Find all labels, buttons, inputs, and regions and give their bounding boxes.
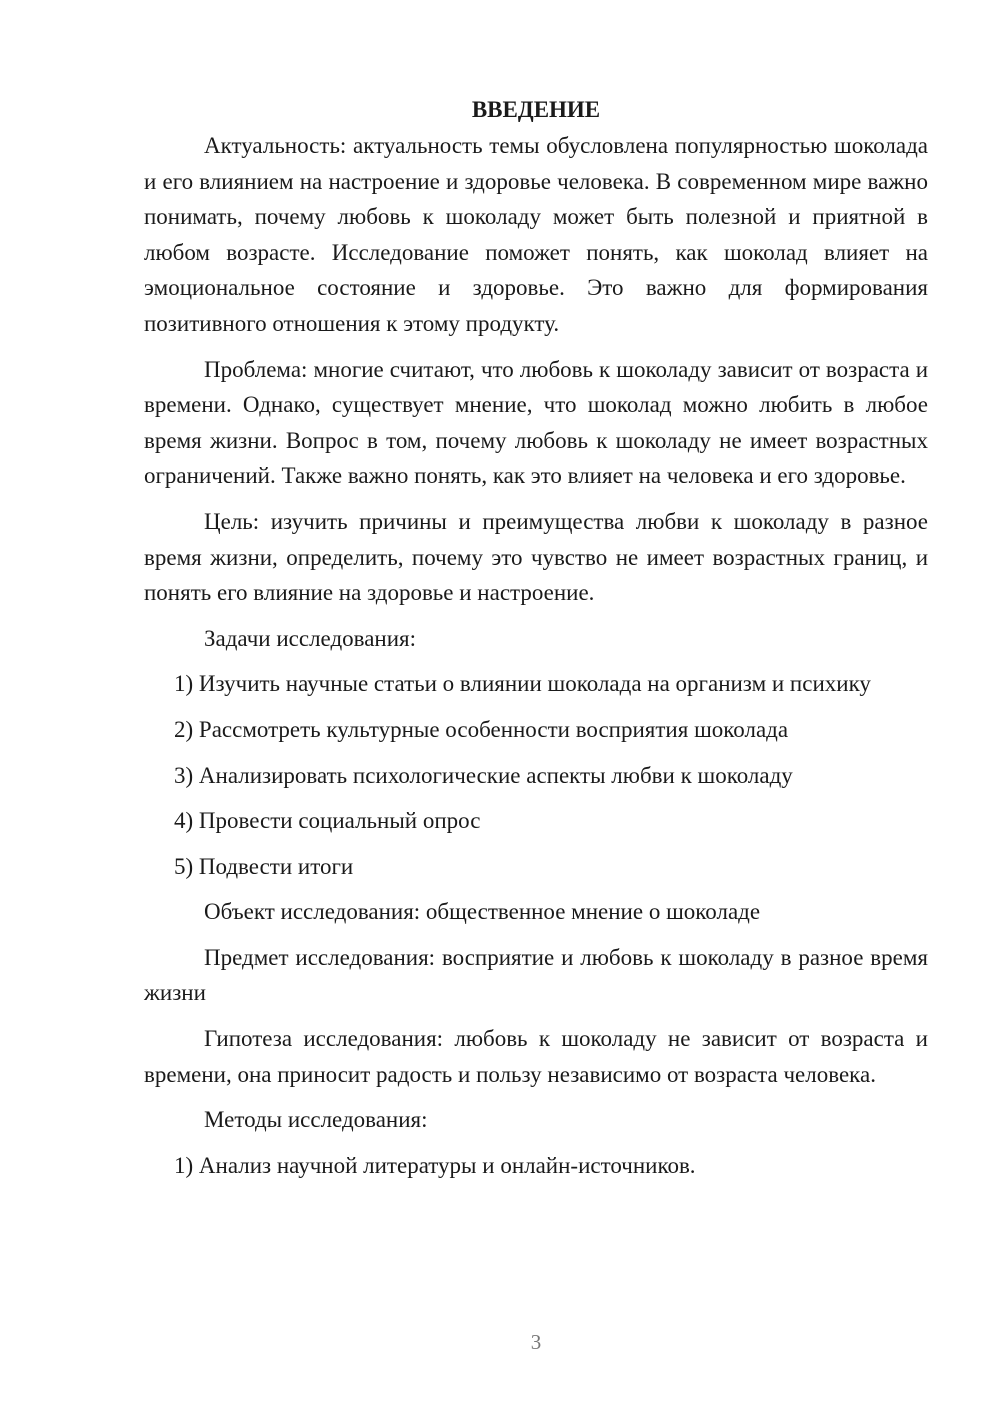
task-item: 5) Подвести итоги (174, 853, 354, 879)
subject-paragraph: Предмет исследования: восприятие и любовь к шоколаду в разное время жизни (144, 944, 928, 1006)
goal-paragraph: Цель: изучить причины и преимущества любви к шоколаду в разное время жизни, определить, почему это чувство не имеет возрастных границ, и понять его влияние на здоровье и настроение. (144, 508, 928, 606)
methods-heading: Методы исследования: (204, 1107, 428, 1133)
task-item: 4) Провести социальный опрос (174, 808, 481, 834)
page-title: ВВЕДЕНИЕ (471, 97, 601, 122)
page-content (144, 92, 928, 1183)
tasks-heading: Задачи исследования: (204, 625, 417, 651)
method-item: 1) Анализ научной литературы и онлайн-источников. (174, 1152, 696, 1178)
object-paragraph: Объект исследования: общественное мнение о шоколаде (204, 899, 761, 925)
relevance-paragraph: Актуальность: актуальность темы обусловлена популярностью шоколада и его влиянием на настроение и здоровье человека. В современном мире важно понимать, почему любовь к шоколаду может быть полезной и приятной в любом возрасте. Исследование поможет понять, как шоколад влияет на эмоциональное состояние и здоровье. Это важно для формирования позитивного отношения к этому продукту. (144, 133, 928, 336)
task-item: 3) Анализировать психологические аспекты любви к шоколаду (174, 762, 793, 788)
task-item: 2) Рассмотреть культурные особенности восприятия шоколада (174, 716, 789, 742)
page-number: 3 (530, 1330, 542, 1354)
hypothesis-paragraph: Гипотеза исследования: любовь к шоколаду не зависит от возраста и времени, она приносит радость и пользу независимо от возраста человека. (144, 1026, 928, 1087)
task-item: 1) Изучить научные статьи о влиянии шоколада на организм и психику (174, 671, 871, 697)
problem-paragraph: Проблема: многие считают, что любовь к шоколаду зависит от возраста и времени. Однако, существует мнение, что шоколад можно любить в любое время жизни. Вопрос в том, почему любовь к шоколаду не имеет возрастных ограничений. Также важно понять, как это влияет на человека и его здоровье. (144, 356, 928, 489)
